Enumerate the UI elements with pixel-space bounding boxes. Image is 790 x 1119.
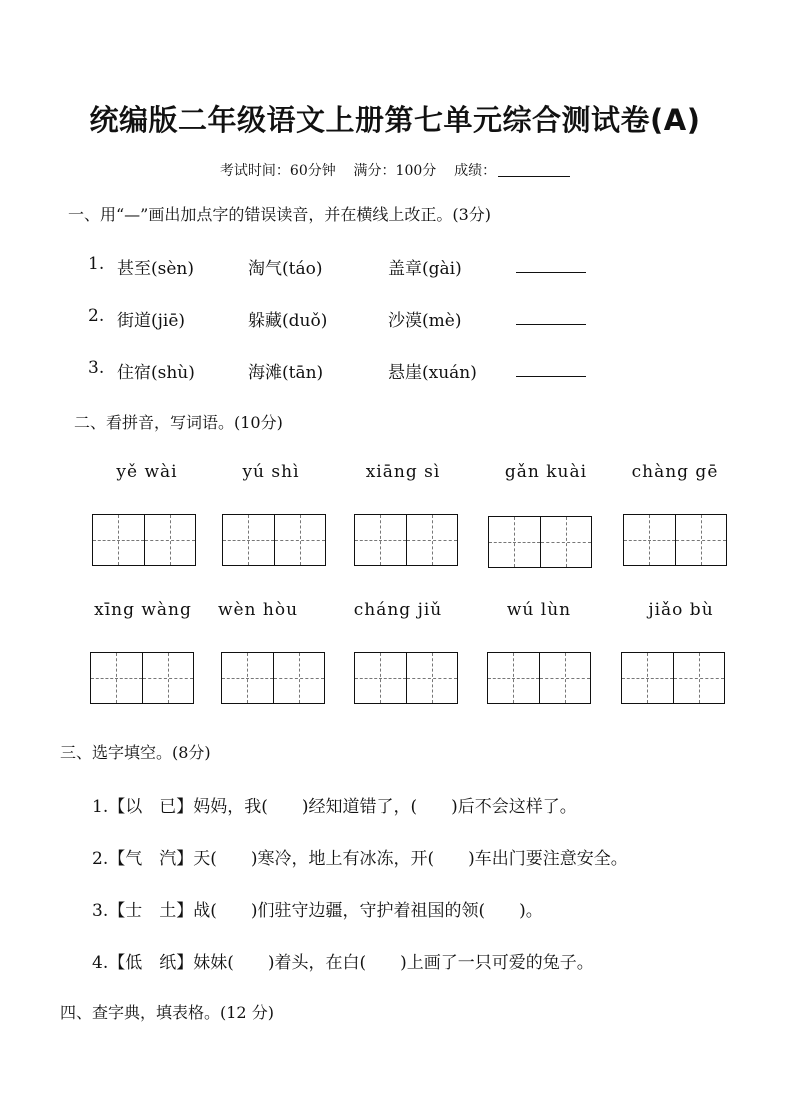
- full-score: 满分：100分: [353, 163, 437, 179]
- tianzige-box[interactable]: [354, 652, 458, 704]
- pinyin-label: chàng gē: [631, 462, 719, 482]
- section1-row-2-num: 2.: [88, 306, 105, 326]
- pinyin-label: wèn hòu: [217, 600, 299, 620]
- tianzige-box[interactable]: [92, 514, 196, 566]
- exam-meta: [0, 160, 790, 180]
- tianzige-box[interactable]: [354, 514, 458, 566]
- fill-blank-question: 1.【以 已】妈妈，我( )经知道错了，( )后不会这样了。: [92, 797, 577, 817]
- fill-blank-question: 2.【气 汽】天( )寒冷，地上有冰冻，开( )车出门要注意安全。: [92, 849, 628, 869]
- section2-heading: 二、看拼音，写词语。(10分): [74, 413, 283, 432]
- pinyin-label: cháng jiǔ: [353, 600, 443, 620]
- section1-item: 躲藏(duǒ): [248, 311, 328, 331]
- pinyin-label: xīng wàng: [94, 600, 192, 620]
- section4-heading: 四、查字典，填表格。(12 分): [60, 1003, 274, 1022]
- score-label: 成绩：: [454, 163, 497, 179]
- fill-blank-question: 4.【低 纸】妹妹( )着头，在白( )上画了一只可爱的兔子。: [92, 953, 594, 973]
- section1-item: 盖章(gài): [388, 259, 462, 279]
- pinyin-label: gǎn kuài: [504, 462, 588, 482]
- tianzige-box[interactable]: [222, 514, 326, 566]
- section1-item: 沙漠(mè): [388, 311, 462, 331]
- tianzige-box[interactable]: [90, 652, 194, 704]
- fill-blank-question: 3.【士 土】战( )们驻守边疆，守护着祖国的领( )。: [92, 901, 543, 921]
- pinyin-label: yě wài: [116, 462, 178, 482]
- section1-item: 甚至(sèn): [117, 259, 194, 279]
- tianzige-box[interactable]: [488, 516, 592, 568]
- pinyin-label: jiǎo bù: [648, 600, 714, 620]
- answer-line[interactable]: [516, 376, 586, 377]
- tianzige-box[interactable]: [221, 652, 325, 704]
- section1-item: 悬崖(xuán): [388, 363, 477, 383]
- pinyin-label: xiāng sì: [365, 462, 441, 482]
- page-title: 统编版二年级语文上册第七单元综合测试卷(A): [89, 103, 701, 137]
- tianzige-box[interactable]: [487, 652, 591, 704]
- section1-item: 海滩(tān): [248, 363, 324, 383]
- section1-heading: 一、用“—”画出加点字的错误读音，并在横线上改正。(3分): [68, 205, 492, 224]
- section1-row-1-num: 1.: [88, 254, 105, 274]
- section1-item: 街道(jiē): [117, 311, 186, 331]
- score-blank[interactable]: [498, 164, 570, 177]
- tianzige-box[interactable]: [621, 652, 725, 704]
- section1-row-3-num: 3.: [88, 358, 105, 378]
- section3-heading: 三、选字填空。(8分): [60, 743, 211, 762]
- section1-item: 住宿(shù): [117, 363, 195, 383]
- answer-line[interactable]: [516, 272, 586, 273]
- pinyin-label: wú lùn: [506, 600, 572, 620]
- answer-line[interactable]: [516, 324, 586, 325]
- tianzige-box[interactable]: [623, 514, 727, 566]
- exam-time: 考试时间：60分钟: [219, 163, 336, 179]
- section1-item: 淘气(táo): [248, 259, 323, 279]
- pinyin-label: yú shì: [242, 462, 300, 482]
